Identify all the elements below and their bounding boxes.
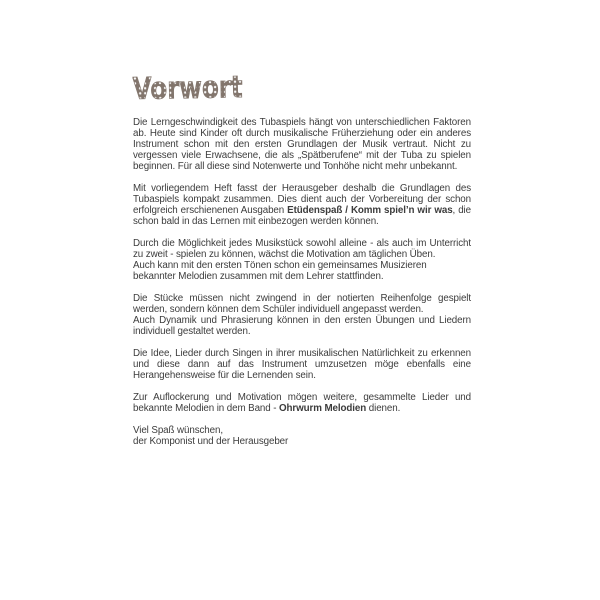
text-block	[133, 348, 471, 381]
paragraph	[133, 392, 471, 414]
text-segment: , die schon bald in das Lernen mit einbezogen werden können.	[133, 205, 471, 227]
paragraph	[133, 238, 471, 282]
text-block	[133, 436, 471, 447]
text-segment: Auch Dynamik und Phrasierung können in den ersten Übungen und Liedern individuell gestaltet werden.	[133, 315, 471, 337]
text-segment: dienen.	[366, 403, 401, 414]
text-segment: Zur Auflockerung und Motivation mögen weitere, gesammelte Lieder und bekannte Melodien in dem Band -	[133, 392, 471, 414]
paragraph	[133, 425, 471, 447]
text-segment: Die Idee, Lieder durch Singen in ihrer musikalischen Natürlichkeit zu erkennen und diese dann auf das Instrument umzusetzen möge ebenfalls eine Herangehensweise für die Lernenden sein.	[133, 348, 471, 381]
text-block	[133, 392, 471, 414]
text-block	[133, 260, 471, 282]
paragraph	[133, 117, 471, 172]
text-block	[133, 315, 471, 337]
text-block	[133, 183, 471, 227]
paragraph	[133, 293, 471, 337]
page-title	[132, 60, 471, 110]
title-decorative-text	[132, 63, 283, 110]
svg-text:Vorwort: Vorwort	[132, 69, 268, 108]
text-block	[133, 293, 471, 315]
text-block	[133, 425, 471, 436]
text-segment: Auch kann mit den ersten Tönen schon ein gemeinsames Musizieren bekannter Melodien zusammen mit dem Lehrer stattfinden.	[133, 260, 427, 282]
bold-text-segment: Etüdenspaß / Komm spiel’n wir was	[287, 205, 453, 216]
text-block	[133, 117, 471, 172]
text-segment: Die Lerngeschwindigkeit des Tubaspiels hängt von unterschiedlichen Faktoren ab. Heute sind Kinder oft durch musikalische Früherziehung oder ein anderes Instrument schon mit den ersten Grundlagen der Musik vertraut. Nicht zu vergessen viele Erwachsene, die als „Spätberufene“ mit der Tuba zu spielen beginnen. Für all diese sind Notenwerte und Tonhöhe nicht mehr unbekannt.	[133, 117, 471, 172]
paragraph	[133, 183, 471, 227]
body-text	[133, 117, 471, 447]
text-segment: Mit vorliegendem Heft fasst der Herausgeber deshalb die Grundlagen des Tubaspiels kompakt zusammen. Dies dient auch der Vorbereitung der schon erfolgreich erschienenen Ausgaben	[133, 183, 471, 216]
page-content	[133, 66, 471, 447]
text-block	[133, 238, 471, 260]
text-segment: Viel Spaß wünschen,	[133, 425, 223, 436]
paragraph	[133, 348, 471, 381]
text-segment: der Komponist und der Herausgeber	[133, 436, 289, 447]
text-segment: Durch die Möglichkeit jedes Musikstück sowohl alleine - als auch im Unterricht zu zweit - spielen zu können, wächst die Motivation am täglichen Üben.	[133, 238, 471, 260]
text-segment: Die Stücke müssen nicht zwingend in der notierten Reihenfolge gespielt werden, sondern können dem Schüler individuell angepasst werden.	[133, 293, 471, 315]
bold-text-segment: Ohrwurm Melodien	[279, 403, 367, 414]
